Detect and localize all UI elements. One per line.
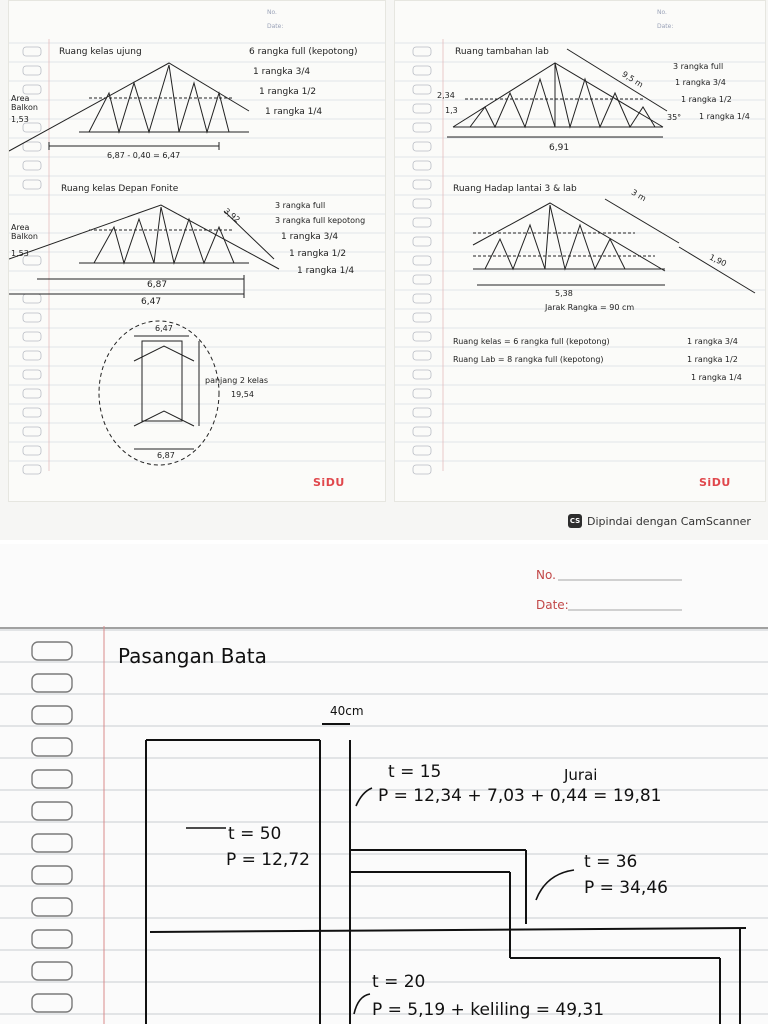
header-date: Date: xyxy=(536,598,569,612)
plan-top: 6,47 xyxy=(155,324,173,333)
right-section1-title: Ruang tambahan lab xyxy=(455,47,549,57)
note2-p: P = 12,72 xyxy=(226,850,310,870)
camscanner-icon: CS xyxy=(568,514,582,528)
right-section1-left-1: 2,34 xyxy=(437,91,455,100)
right-section1-slope: 9,5 m xyxy=(620,69,645,90)
width-label: 40cm xyxy=(330,704,364,718)
section2-side-label-2: Balkon xyxy=(11,232,38,241)
header-no: No. xyxy=(536,568,556,582)
section1-span: 6,87 - 0,40 = 6,47 xyxy=(107,151,181,160)
note2-t: t = 50 xyxy=(228,824,282,844)
header-no: No. xyxy=(267,9,277,16)
notebook-page-left xyxy=(8,0,386,502)
header-no: No. xyxy=(657,9,667,16)
section1-side-label-2: Balkon xyxy=(11,103,38,112)
plan-length-value: 19,54 xyxy=(231,390,254,399)
section1-item-2: 1 rangka 3/4 xyxy=(253,67,311,77)
bottom-page-drawings xyxy=(0,544,768,1024)
note3-t: t = 36 xyxy=(584,852,638,872)
section1-side-value: 1,53 xyxy=(11,115,29,124)
section1-item-4: 1 rangka 1/4 xyxy=(265,107,323,117)
right-section1-angle: 35° xyxy=(667,113,682,122)
note4-p: P = 5,19 + keliling = 49,31 xyxy=(372,1000,605,1020)
note1-t: t = 15 xyxy=(388,762,442,782)
note1-p: P = 12,34 + 7,03 + 0,44 = 19,81 xyxy=(378,786,662,806)
section1-side-label-1: Area xyxy=(11,94,30,103)
right-section1-item-3: 1 rangka 1/2 xyxy=(681,95,732,104)
section2-item-4: 1 rangka 1/2 xyxy=(289,249,347,259)
section2-item-2: 3 rangka full kepotong xyxy=(275,216,366,225)
section1-title: Ruang kelas ujung xyxy=(59,47,142,57)
brand-logo-left: SiDU xyxy=(313,476,345,489)
right-section1-item-2: 1 rangka 3/4 xyxy=(675,78,726,87)
right-section2-slope: 3 m xyxy=(629,187,648,204)
brand-logo-right: SiDU xyxy=(699,476,731,489)
camscanner-label: Dipindai dengan CamScanner xyxy=(587,514,751,528)
section2-title: Ruang kelas Depan Fonite xyxy=(61,184,179,194)
summary-right-1: 1 rangka 3/4 xyxy=(687,337,738,346)
summary-row-2: Ruang Lab = 8 rangka full (kepotong) xyxy=(453,355,604,364)
note4-t: t = 20 xyxy=(372,972,426,992)
section2-item-5: 1 rangka 1/4 xyxy=(297,266,355,276)
section2-item-3: 1 rangka 3/4 xyxy=(281,232,339,242)
scan-sheet-bottom xyxy=(0,544,768,1024)
plan-length-label: panjang 2 kelas xyxy=(205,376,269,385)
right-section2-eave: 1,90 xyxy=(707,252,728,269)
section2-item-1: 3 rangka full xyxy=(275,201,326,210)
summary-row-1: Ruang kelas = 6 rangka full (kepotong) xyxy=(453,337,610,346)
right-section1-span: 6,91 xyxy=(549,143,570,153)
section2-side-label-1: Area xyxy=(11,223,30,232)
summary-right-2: 1 rangka 1/2 xyxy=(687,355,738,364)
section2-span-2: 6,47 xyxy=(141,297,162,307)
note1-jurai: Jurai xyxy=(564,766,598,784)
camscanner-badge xyxy=(568,514,751,528)
section1-item-3: 1 rangka 1/2 xyxy=(259,87,317,97)
summary-right-3: 1 rangka 1/4 xyxy=(691,373,742,382)
plan-bottom: 6,87 xyxy=(157,451,175,460)
section2-slope: 3,92 xyxy=(222,206,242,225)
right-section1-left-2: 1,3 xyxy=(445,106,458,115)
right-page-drawings xyxy=(395,1,765,501)
right-section2-title: Ruang Hadap lantai 3 & lab xyxy=(453,184,577,194)
header-date: Date: xyxy=(267,23,284,30)
right-section1-item-4: 1 rangka 1/4 xyxy=(699,112,750,121)
notebook-page-right xyxy=(394,0,766,502)
right-section1-item-1: 3 rangka full xyxy=(673,62,724,71)
page-title: Pasangan Bata xyxy=(118,644,267,668)
section1-item-1: 6 rangka full (kepotong) xyxy=(249,47,358,57)
header-date: Date: xyxy=(657,23,674,30)
right-section2-spacing: Jarak Rangka = 90 cm xyxy=(545,303,635,312)
note3-p: P = 34,46 xyxy=(584,878,668,898)
right-section2-span: 5,38 xyxy=(555,289,573,298)
section2-side-value: 1,53 xyxy=(11,249,29,258)
section2-span-1: 6,87 xyxy=(147,280,168,290)
